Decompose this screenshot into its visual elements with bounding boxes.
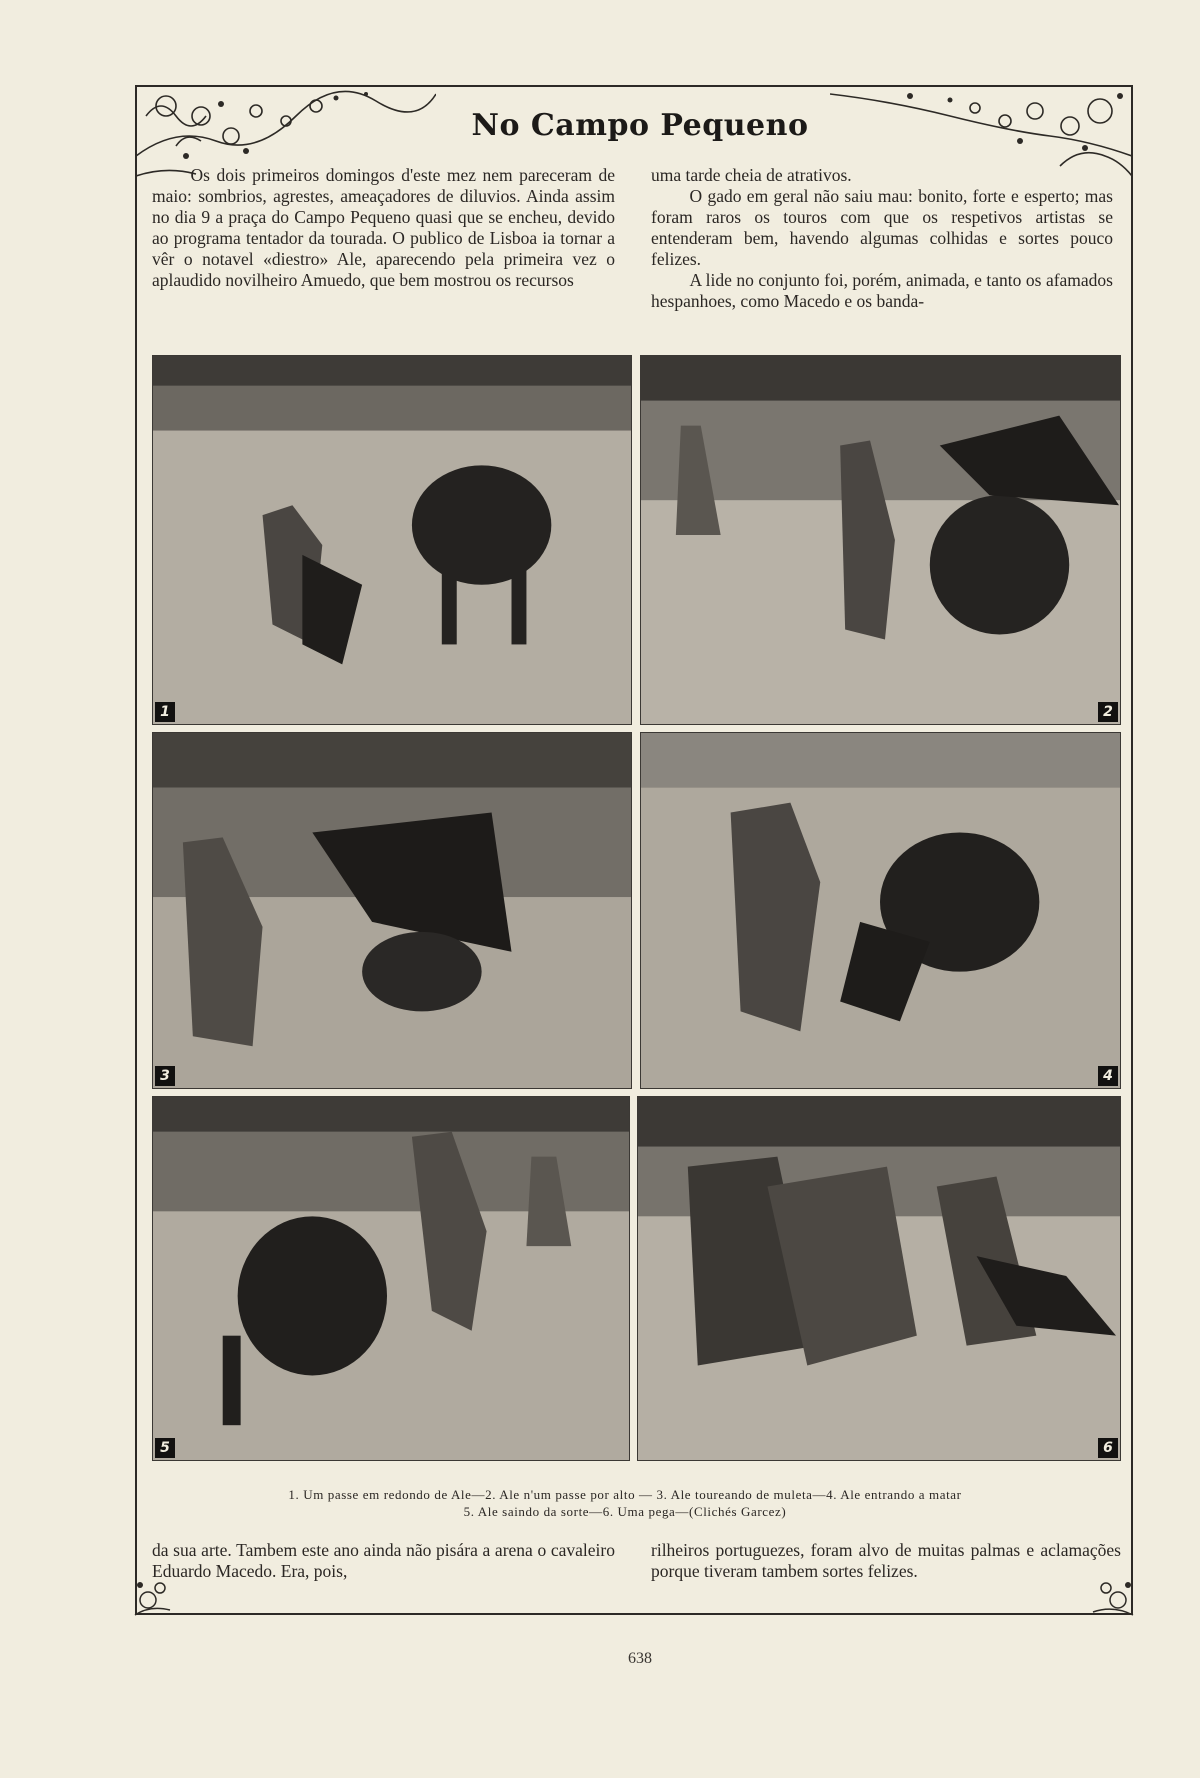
photo-2 [640,355,1121,725]
page-number: 638 [628,1650,652,1667]
paragraph: Os dois primeiros domingos d'este mez nem pareceram de maio: sombrios, agrestes, ameaçadores de diluvios. Ainda assim no dia 9 a praça do Campo Pequeno quasi que se encheu, devido ao programa tentador da tourada. O publico de Lisboa ia tornar a vêr o notavel «diestro» Ale, aparecendo pela primeira vez o aplaudido novilheiro Amuedo, que bem mostrou os recursos [152,165,615,290]
photo-number-badge: 1 [155,702,175,722]
caption-line: 5. Ale saindo da sorte—6. Uma pega—(Clichés Garcez) [463,1504,787,1519]
paragraph: uma tarde cheia de atrativos. [651,165,852,185]
photo-number-badge: 5 [155,1438,175,1458]
photo-caption [150,1486,1100,1520]
photo-number-badge: 4 [1098,1066,1118,1086]
photo-1 [152,355,632,725]
photo-6 [637,1096,1121,1461]
paragraph: A lide no conjunto foi, porém, animada, e tanto os afamados hespanhoes, como Macedo e os banda- [651,270,1113,311]
caption-line: 1. Um passe em redondo de Ale—2. Ale n'um passe por alto — 3. Ale toureando de muleta—4. Ale entrando a matar [288,1487,962,1502]
article-column-left-bottom [152,1540,615,1582]
article-column-right-bottom [651,1540,1121,1582]
paragraph: da sua arte. Tambem este ano ainda não pisára a arena o cavaleiro Eduardo Macedo. Era, pois, [152,1540,615,1581]
photo-5 [152,1096,630,1461]
photo-3 [152,732,632,1089]
paragraph: rilheiros portuguezes, foram alvo de muitas palmas e aclamações porque tiveram tambem sortes felizes. [651,1540,1121,1581]
article-column-right-top [651,165,1113,312]
photo-number-badge: 3 [155,1066,175,1086]
paragraph: O gado em geral não saiu mau: bonito, forte e esperto; mas foram raros os touros com que os respetivos artistas se entenderam bem, havendo algumas colhidas e sortes pouco felizes. [651,186,1113,269]
article-title: No Campo Pequeno [471,108,809,143]
photo-number-badge: 6 [1098,1438,1118,1458]
photo-4 [640,732,1121,1089]
photo-number-badge: 2 [1098,702,1118,722]
article-column-left-top [152,165,615,291]
